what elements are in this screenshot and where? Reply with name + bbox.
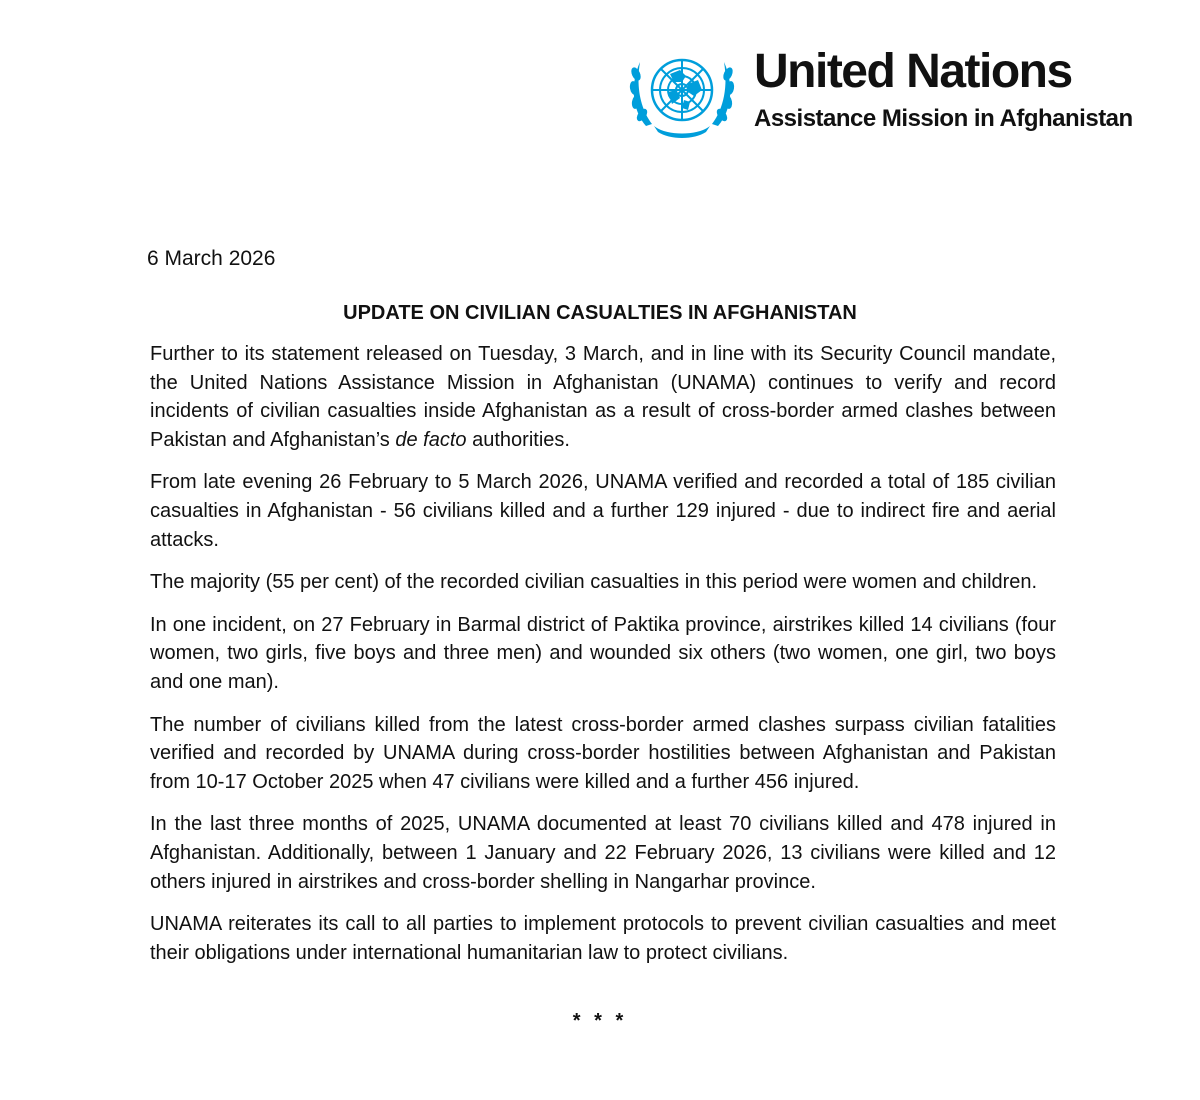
document-body: [150, 340, 1056, 981]
paragraph-majority: The majority (55 per cent) of the recorded civilian casualties in this period were women and children.: [150, 571, 1038, 594]
mission-name: Assistance Mission in Afghanistan: [754, 105, 1133, 132]
paragraph-statement: [150, 340, 1056, 454]
paragraph-statement-end: authorities.: [466, 428, 570, 451]
de-facto-italic: de facto: [395, 428, 467, 451]
un-emblem-icon: [626, 40, 738, 144]
paragraph-incident: In one incident, on 27 February in Barmal district of Paktika province, airstrikes killed 14 civilians (four women, two girls, five boys and three men) and wounded six others (two women, one girl, two boys and one man).: [150, 613, 1056, 693]
paragraph-totals: From late evening 26 February to 5 March 2026, UNAMA verified and recorded a total of 185 civilian casualties in Afghanistan - 56 civilians killed and a further 129 injured - due to indirect fire and aerial attacks.: [150, 471, 1056, 551]
document-title: UPDATE ON CIVILIAN CASUALTIES IN AFGHANISTAN: [343, 302, 857, 324]
paragraph-history: In the last three months of 2025, UNAMA documented at least 70 civilians killed and 478 injured in Afghanistan. Additionally, between 1 January and 22 February 2026, 13 civilians were killed and 12 others injured in airstrikes and cross-border shelling in Nangarhar province.: [150, 813, 1056, 893]
document-date: 6 March 2026: [147, 247, 276, 270]
end-mark: * * *: [572, 1010, 628, 1032]
org-name: United Nations: [754, 45, 1072, 98]
paragraph-statement-text: Further to its statement released on Tuesday, 3 March, and in line with its Security Council mandate, the United Nations Assistance Mission in Afghanistan (UNAMA) continues to verify and record incidents of civilian casualties inside Afghanistan as a result of cross-border armed clashes between Pakistan and Afghanistan’s: [150, 343, 1056, 451]
paragraph-call: UNAMA reiterates its call to all parties to implement protocols to prevent civilian casualties and meet their obligations under international humanitarian law to protect civilians.: [150, 913, 1056, 964]
letterhead: [626, 40, 1146, 140]
paragraph-comparison: The number of civilians killed from the latest cross-border armed clashes surpass civilian fatalities verified and recorded by UNAMA during cross-border hostilities between Afghanistan and Pakistan from 10-17 October 2025 when 47 civilians were killed and a further 456 injured.: [150, 713, 1056, 793]
